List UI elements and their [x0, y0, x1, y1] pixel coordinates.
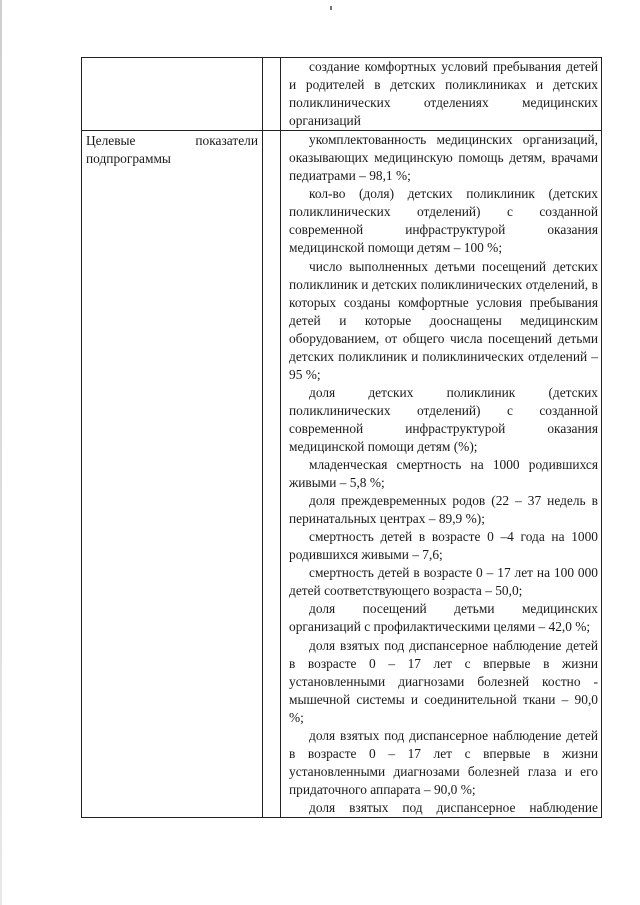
indicator-paragraph: кол-во (доля) детских поликлиник (детских поликлинических отделений) с созданной современной инфраструктурой оказания медицинской помощи детям – 100 %;: [289, 186, 598, 256]
indicator-paragraph: смертность детей в возрасте 0 –4 года на 1000 родившихся живыми – 7,6;: [289, 529, 598, 563]
scan-speck: [330, 6, 332, 10]
subprogram-passport-table: [81, 57, 602, 818]
indicator-paragraph: младенческая смертность на 1000 родившихся живыми – 5,8 %;: [289, 457, 598, 491]
row-label: [82, 58, 262, 59]
indicator-paragraph: доля преждевременных родов (22 – 37 недель в перинатальных центрах – 89,9 %);: [289, 493, 598, 527]
row-label-cell: [82, 131, 263, 818]
indicator-paragraph: доля взятых под диспансерное наблюдение детей в возрасте 0 – 17 лет с впервые в жизни установленными диагнозами болезней костно - мышечной системы и соединительной ткани – 90,0 %;: [289, 637, 598, 725]
indicator-paragraph: число выполненных детьми посещений детских поликлиник и детских поликлинических отделений, в которых созданы комфортные условия пребывания детей и которые дооснащены медицинским оборудованием, от общего числа посещений детьми детских поликлиник и поликлинических отделений – 95 %;: [289, 258, 598, 382]
indicator-paragraph: смертность детей в возрасте 0 – 17 лет на 100 000 детей соответствующего возраста – 50,0;: [289, 565, 598, 599]
row-content-cell: [281, 131, 602, 818]
table-row: [82, 131, 602, 818]
row-label-cell: [82, 58, 263, 131]
table-row: [82, 58, 602, 131]
spacer-cell: [263, 131, 281, 818]
indicator-paragraph: доля детских поликлиник (детских поликлинических отделений) с созданной современной инфраструктурой оказания медицинской помощи детям (%);: [289, 384, 598, 454]
row-label: Целевые показатели подпрограммы: [86, 133, 258, 167]
content-paragraph: создание комфортных условий пребывания детей и родителей в детских поликлиниках и детских поликлинических отделениях медицинских организаций: [289, 59, 598, 129]
indicator-paragraph: укомплектованность медицинских организаций, оказывающих медицинскую помощь детям, врачами педиатрами – 98,1 %;: [289, 132, 598, 184]
indicator-paragraph: доля взятых под диспансерное наблюдение детей в возрасте 0 – 17 лет с впервые в жизни установленными диагнозами болезней глаза и его придаточного аппарата – 90,0 %;: [289, 727, 598, 797]
scan-edge: [0, 0, 2, 905]
row-content-cell: [281, 58, 602, 131]
indicator-paragraph: доля посещений детьми медицинских организаций с профилактическими целями – 42,0 %;: [289, 601, 598, 635]
spacer-cell: [263, 58, 281, 131]
indicator-paragraph: доля взятых под диспансерное наблюдение: [309, 799, 598, 815]
